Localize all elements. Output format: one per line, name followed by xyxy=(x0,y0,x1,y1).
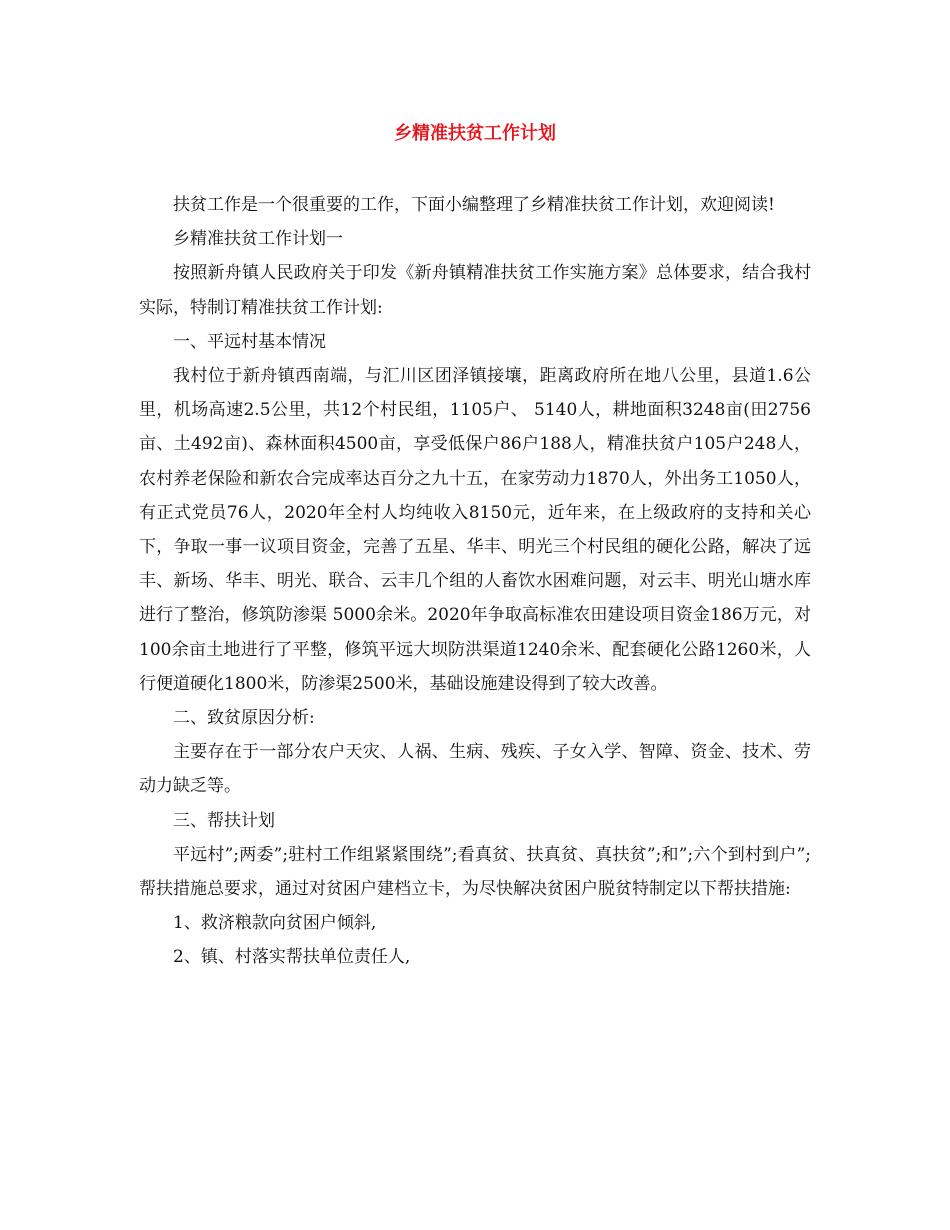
paragraph-poverty-causes: 主要存在于一部分农户天灾、人祸、生病、残疾、子女入学、智障、资金、技术、劳动力缺乏等。 xyxy=(139,742,811,797)
document-body xyxy=(139,188,811,975)
section-heading-plan-one: 乡精准扶贫工作计划一 xyxy=(173,229,343,250)
list-item-measure-2: 2、镇、村落实帮扶单位责任人, xyxy=(173,947,411,968)
section-heading-poverty-causes: 二、致贫原因分析: xyxy=(173,708,315,729)
paragraph-village-overview: 我村位于新舟镇西南端，与汇川区团泽镇接壤，距离政府所在地八公里，县道1.6公里，机场高速2.5公里，共12个村民组，1105户、 5140人，耕地面积3248亩(田2756亩、土492亩)、森林面积4500亩，享受低保户86户188人，精准扶贫户105户248人，农村养老保险和新农合完成率达百分之九十五，在家劳动力1870人，外出务工1050人，有正式党员76人，2020年全村人均纯收入8150元，近年来，在上级政府的支持和关心下，争取一事一议项目资金，完善了五星、华丰、明光三个村民组的硬化公路，解决了远丰、新场、华丰、明光、联合、云丰几个组的人畜饮水困难问题，对云丰、明光山塘水库进行了整治，修筑防渗渠 5000余米。2020年争取高标准农田建设项目资金186万元，对100余亩土地进行了平整，修筑平远大坝防洪渠道1240余米、配套硬化公路1260米，人行便道硬化1800米，防渗渠2500米，基础设施建设得到了较大改善。 xyxy=(139,366,811,694)
paragraph-purpose: 按照新舟镇人民政府关于印发《新舟镇精准扶贫工作实施方案》总体要求，结合我村实际，特制订精准扶贫工作计划: xyxy=(139,263,811,318)
section-heading-village-overview: 一、平远村基本情况 xyxy=(173,331,326,352)
list-item-measure-1: 1、救济粮款向贫困户倾斜, xyxy=(173,913,377,934)
paragraph-intro: 扶贫工作是一个很重要的工作，下面小编整理了乡精准扶贫工作计划，欢迎阅读! xyxy=(173,195,775,215)
document-title: 乡精准扶贫工作计划 xyxy=(394,123,556,144)
paragraph-assistance-plan: 平远村”;两委”;驻村工作组紧紧围绕”;看真贫、扶真贫、真扶贫”;和”;六个到村到户”;帮扶措施总要求，通过对贫困户建档立卡，为尽快解决贫困户脱贫特制定以下帮扶措施: xyxy=(139,844,811,900)
section-heading-assistance-plan: 三、帮扶计划 xyxy=(173,810,275,831)
